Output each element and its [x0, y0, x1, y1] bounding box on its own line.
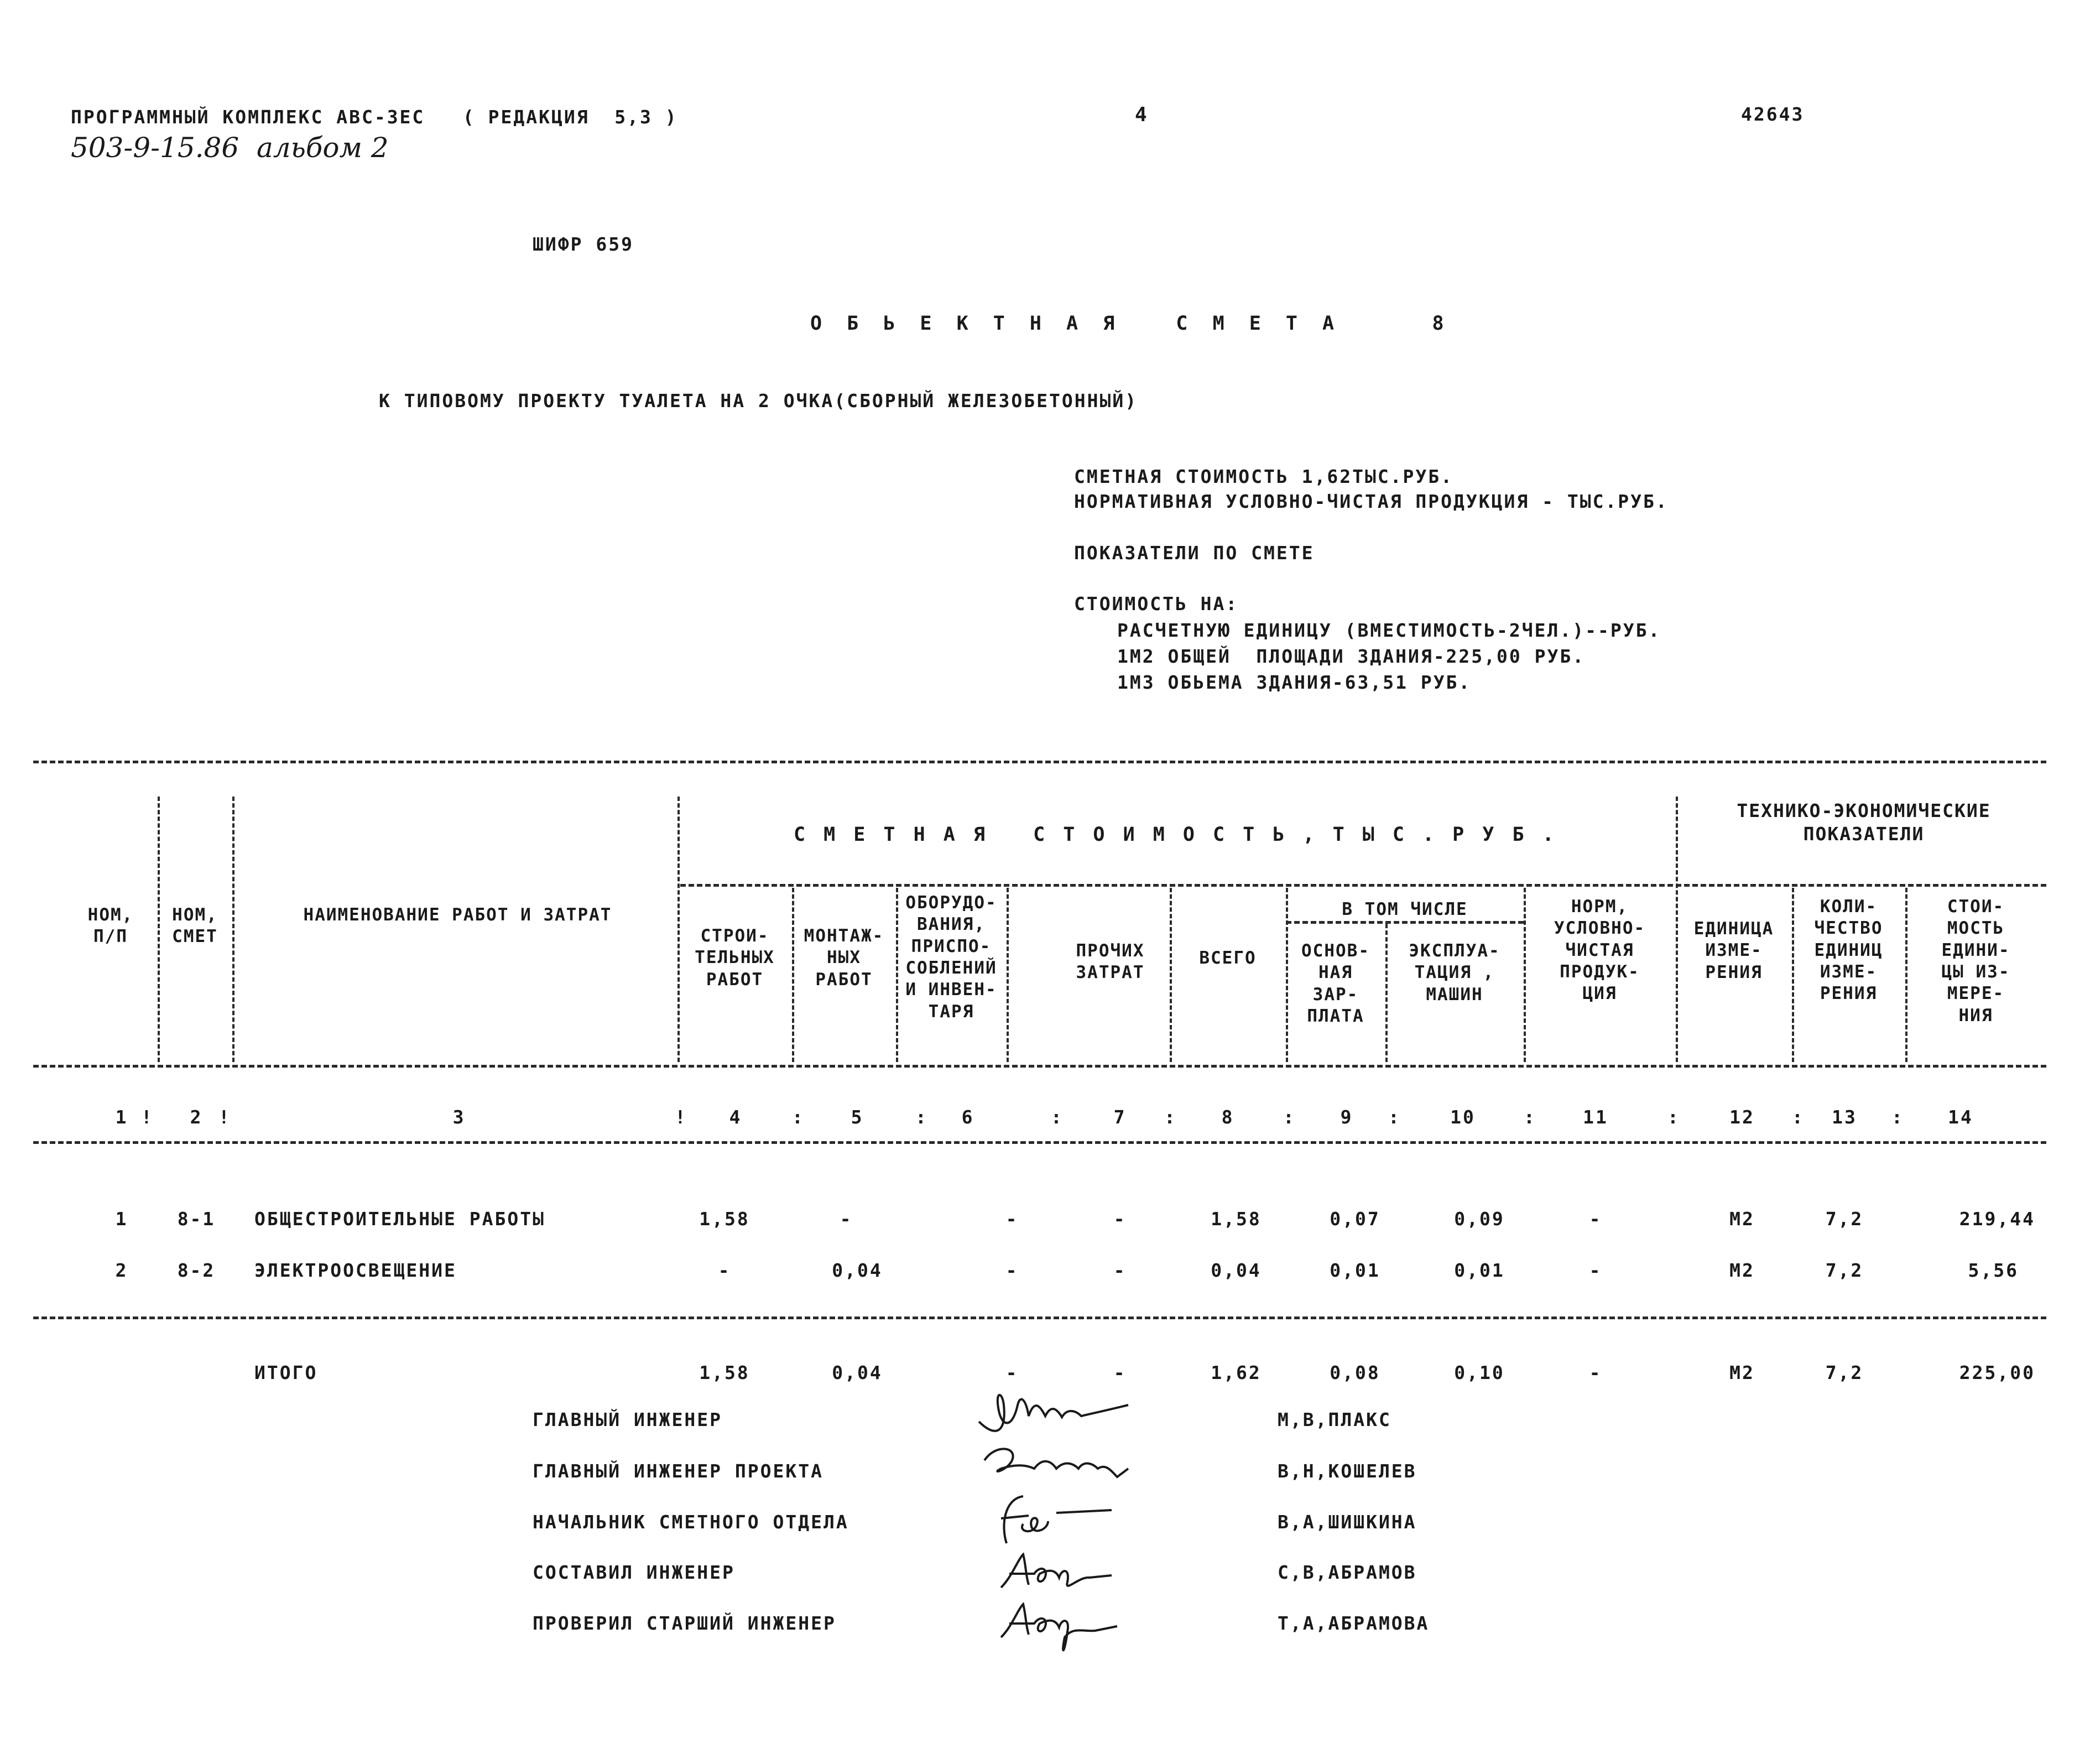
- cost-per-m3: 1М3 ОБЬЕМА ЗДАНИЯ-63,51 РУБ.: [1117, 672, 1472, 693]
- table-cell: 0,01: [1330, 1260, 1380, 1281]
- separator-glyphs: :: [1792, 1106, 1805, 1128]
- col-header-num: НОМ, П/П: [87, 905, 134, 947]
- table-cell: 0,09: [1454, 1208, 1505, 1230]
- indicators-title: ПОКАЗАТЕЛИ ПО СМЕТЕ: [1074, 542, 1315, 564]
- separator-glyphs: :: [792, 1106, 805, 1128]
- signatory-role: ГЛАВНЫЙ ИНЖЕНЕР ПРОЕКТА: [533, 1460, 824, 1482]
- table-cell: М2: [1729, 1208, 1755, 1230]
- handwritten-signature: [973, 1383, 1150, 1444]
- separator-glyphs: :: [1524, 1106, 1536, 1128]
- document-number: 42643: [1741, 103, 1805, 125]
- table-cell: 1: [115, 1208, 128, 1230]
- header-bottom-rule: [33, 1065, 2046, 1068]
- handwritten-signature: [996, 1543, 1123, 1599]
- col-header-build: СТРОИ- ТЕЛЬНЫХ РАБОТ: [695, 926, 775, 990]
- separator-glyphs: :: [1388, 1106, 1401, 1128]
- table-cell: 2: [115, 1260, 128, 1281]
- table-top-rule: [33, 761, 2046, 763]
- col-number: 12: [1729, 1106, 1755, 1128]
- separator-glyphs: !: [141, 1106, 154, 1128]
- tech-group-header: ТЕХНИКО-ЭКОНОМИЧЕСКИЕ ПОКАЗАТЕЛИ: [1737, 800, 1991, 845]
- col-header-other: ПРОЧИХ ЗАТРАТ: [1076, 941, 1145, 983]
- table-cell: -: [718, 1260, 731, 1281]
- table-cell: 5,56: [1968, 1260, 2019, 1281]
- col-number: 14: [1948, 1106, 1973, 1128]
- total-cell: 0,10: [1454, 1362, 1505, 1383]
- separator-glyphs: :: [1667, 1106, 1680, 1128]
- col-number: 6: [961, 1106, 974, 1128]
- signatory-name: В,Н,КОШЕЛЕВ: [1278, 1460, 1417, 1482]
- col-header-estimate: НОМ, СМЕТ: [172, 905, 218, 947]
- separator-glyphs: !: [218, 1106, 231, 1128]
- total-cell: 0,08: [1330, 1362, 1380, 1383]
- signatory-name: В,А,ШИШКИНА: [1278, 1511, 1417, 1533]
- col-header-name: НАИМЕНОВАНИЕ РАБОТ И ЗАТРАТ: [303, 905, 612, 925]
- total-cell: 7,2: [1825, 1362, 1864, 1383]
- table-cell: ОБЩЕСТРОИТЕЛЬНЫЕ РАБОТЫ: [254, 1208, 545, 1230]
- col-header-equipment: ОБОРУДО- ВАНИЯ, ПРИСПО- СОБЛЕНИЙ И ИНВЕН- ТАРЯ: [905, 893, 997, 1022]
- col-number: 8: [1221, 1106, 1234, 1128]
- incl-split-rule: [1286, 921, 1524, 924]
- col-number: 3: [452, 1106, 466, 1128]
- col-header-incl: В ТОМ ЧИСЛЕ: [1342, 899, 1468, 919]
- col-header-total: ВСЕГО: [1199, 948, 1257, 968]
- total-cell: -: [1005, 1362, 1019, 1383]
- document-title: О Б Ь Е К Т Н А Я С М Е Т А 8: [810, 313, 1451, 335]
- total-cell: 0,04: [832, 1362, 883, 1383]
- cost-per-label: СТОИМОСТЬ НА:: [1074, 593, 1239, 615]
- cost-group-header: С М Е Т Н А Я С Т О И М О С Т Ь , Т Ы С . Р У Б .: [794, 824, 1557, 846]
- col-header-qty: КОЛИ- ЧЕСТВО ЕДИНИЦ ИЗМЕ- РЕНИЯ: [1814, 897, 1883, 1004]
- col-number: 2: [190, 1106, 203, 1128]
- signatory-role: ГЛАВНЫЙ ИНЖЕНЕР: [533, 1409, 723, 1430]
- signatory-name: М,В,ПЛАКС: [1278, 1409, 1391, 1430]
- table-cell: 0,04: [1211, 1260, 1262, 1281]
- col-number: 13: [1832, 1106, 1857, 1128]
- col-header-norm: НОРМ, УСЛОВНО- ЧИСТАЯ ПРОДУК- ЦИЯ: [1554, 897, 1646, 1004]
- table-cell: -: [840, 1208, 853, 1230]
- signatory-name: С,В,АБРАМОВ: [1278, 1562, 1417, 1583]
- total-label: ИТОГО: [254, 1362, 318, 1383]
- handwritten-signature: [990, 1488, 1134, 1549]
- table-cell: -: [1589, 1260, 1602, 1281]
- col-header-unit: ЕДИНИЦА ИЗМЕ- РЕНИЯ: [1693, 919, 1774, 982]
- col-number: 9: [1340, 1106, 1353, 1128]
- col-number: 7: [1113, 1106, 1127, 1128]
- col-separator: [1170, 888, 1172, 1062]
- table-cell: -: [1589, 1208, 1602, 1230]
- handwritten-signature: [979, 1438, 1145, 1494]
- col-number: 5: [851, 1106, 864, 1128]
- col-numbers-bottom-rule: [33, 1141, 2046, 1144]
- col-header-mount: МОНТАЖ- НЫХ РАБОТ: [804, 926, 884, 990]
- total-cell: -: [1113, 1362, 1127, 1383]
- total-cell: 1,58: [699, 1362, 750, 1383]
- total-cell: 225,00: [1959, 1362, 2035, 1383]
- col-header-machine: ЭКСПЛУА- ТАЦИЯ , МАШИН: [1409, 941, 1500, 1005]
- table-cell: 8-1: [177, 1208, 216, 1230]
- total-cell: М2: [1729, 1362, 1755, 1383]
- separator-glyphs: :: [1051, 1106, 1064, 1128]
- col-header-wage: ОСНОВ- НАЯ ЗАР- ПЛАТА: [1301, 941, 1370, 1027]
- cipher-label: ШИФР 659: [533, 233, 634, 255]
- rows-bottom-rule: [33, 1317, 2046, 1319]
- document-subtitle: К ТИПОВОМУ ПРОЕКТУ ТУАЛЕТА НА 2 ОЧКА(СБОРНЫЙ ЖЕЛЕЗОБЕТОННЫЙ): [379, 390, 1138, 412]
- col-number: 10: [1450, 1106, 1476, 1128]
- table-cell: 0,07: [1330, 1208, 1380, 1230]
- table-cell: -: [1113, 1208, 1127, 1230]
- signatory-role: СОСТАВИЛ ИНЖЕНЕР: [533, 1562, 735, 1583]
- table-cell: М2: [1729, 1260, 1755, 1281]
- cost-per-unit: РАСЧЕТНУЮ ЕДИНИЦУ (ВМЕСТИМОСТЬ-2ЧЕЛ.)--РУБ.: [1117, 620, 1661, 641]
- estimated-cost: СМЕТНАЯ СТОИМОСТЬ 1,62ТЫС.РУБ.: [1074, 466, 1454, 487]
- separator-glyphs: !: [675, 1106, 687, 1128]
- col-number: 1: [115, 1106, 128, 1128]
- program-header: ПРОГРАММНЫЙ КОМПЛЕКС АВС-3ЕС ( РЕДАКЦИЯ 5,3 ): [71, 106, 678, 128]
- separator-glyphs: :: [1283, 1106, 1296, 1128]
- table-cell: 219,44: [1959, 1208, 2035, 1230]
- table-cell: 7,2: [1825, 1260, 1864, 1281]
- col-separator: [232, 797, 234, 1062]
- col-number: 11: [1583, 1106, 1608, 1128]
- separator-glyphs: :: [1164, 1106, 1177, 1128]
- total-cell: -: [1589, 1362, 1602, 1383]
- table-cell: ЭЛЕКТРООСВЕЩЕНИЕ: [254, 1260, 457, 1281]
- col-header-unit-cost: СТОИ- МОСТЬ ЕДИНИ- ЦЫ ИЗ- МЕРЕ- НИЯ: [1941, 897, 2010, 1026]
- normative-production: НОРМАТИВНАЯ УСЛОВНО-ЧИСТАЯ ПРОДУКЦИЯ - ТЫС.РУБ.: [1074, 491, 1669, 512]
- table-cell: -: [1005, 1260, 1019, 1281]
- cost-per-m2: 1М2 ОБЩЕЙ ПЛОЩАДИ ЗДАНИЯ-225,00 РУБ.: [1117, 646, 1586, 667]
- table-cell: 1,58: [699, 1208, 750, 1230]
- handwritten-album-reference: 503-9-15.86 альбом 2: [71, 132, 389, 164]
- total-cell: 1,62: [1211, 1362, 1262, 1383]
- separator-glyphs: :: [1891, 1106, 1904, 1128]
- page-number: 4: [1135, 103, 1149, 126]
- table-cell: 8-2: [177, 1260, 216, 1281]
- table-cell: 7,2: [1825, 1208, 1864, 1230]
- separator-glyphs: :: [915, 1106, 928, 1128]
- table-cell: 0,01: [1454, 1260, 1505, 1281]
- signatory-name: Т,А,АБРАМОВА: [1278, 1612, 1430, 1634]
- table-cell: -: [1005, 1208, 1019, 1230]
- table-cell: 0,04: [832, 1260, 883, 1281]
- header-split-rule: [680, 884, 2046, 887]
- signatory-role: ПРОВЕРИЛ СТАРШИЙ ИНЖЕНЕР: [533, 1612, 836, 1634]
- table-cell: 1,58: [1211, 1208, 1262, 1230]
- col-number: 4: [729, 1106, 742, 1128]
- signatory-role: НАЧАЛЬНИК СМЕТНОГО ОТДЕЛА: [533, 1511, 849, 1533]
- table-cell: -: [1113, 1260, 1127, 1281]
- handwritten-signature: [996, 1593, 1128, 1659]
